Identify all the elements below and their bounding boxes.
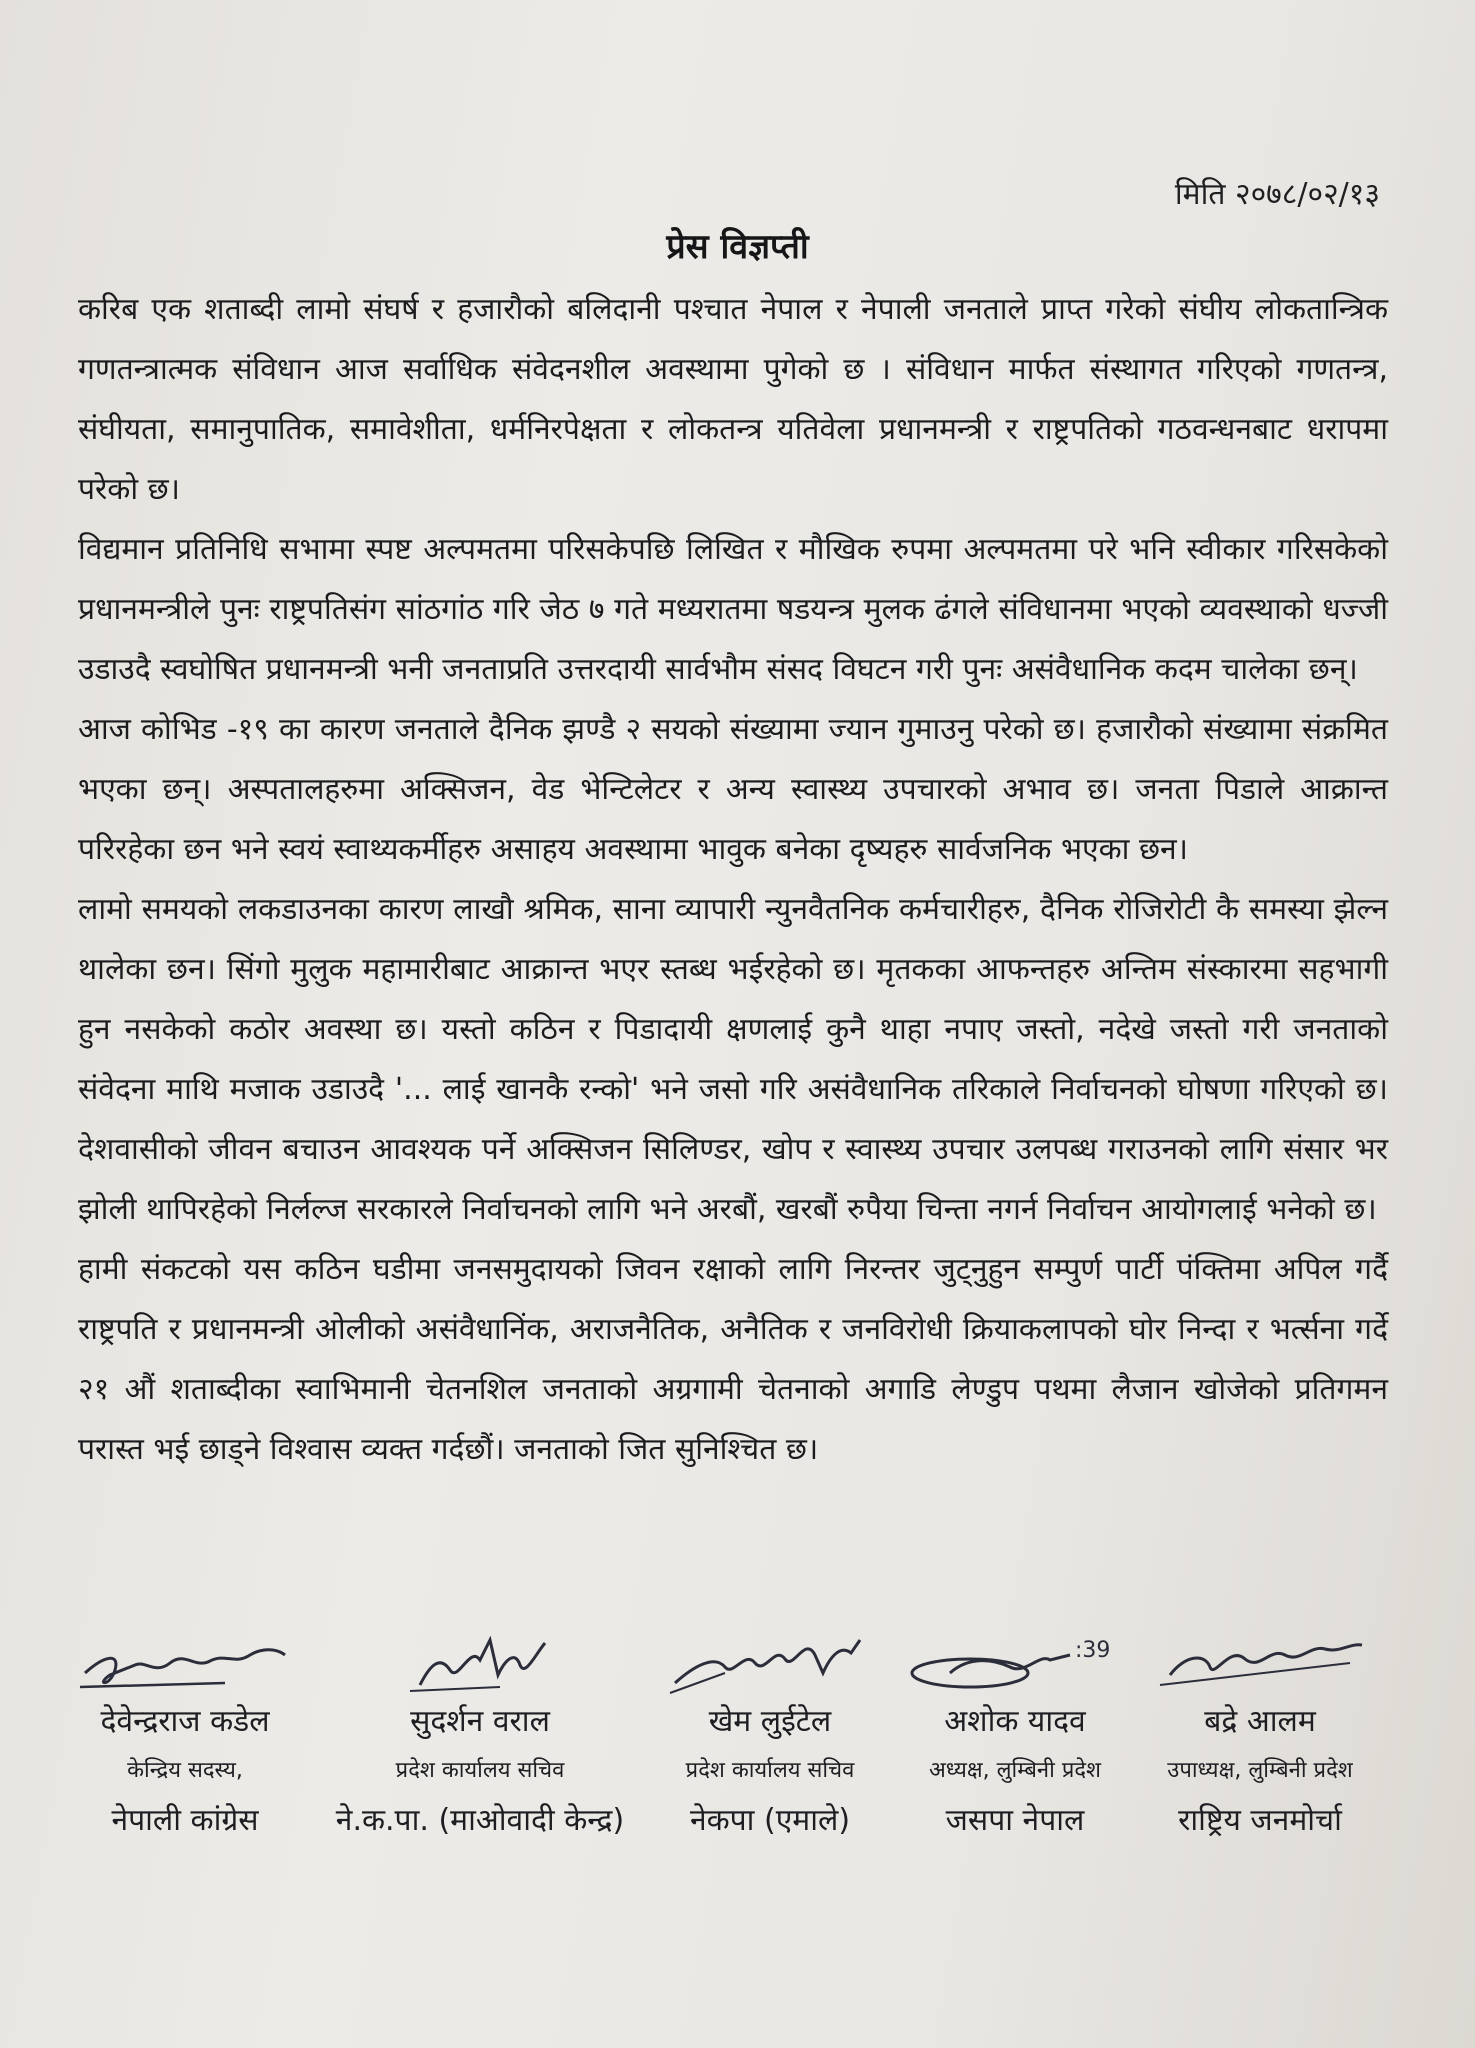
signatory-role: प्रदेश कार्यालय सचिव: [395, 1758, 565, 1783]
signatory-party: ने.क.पा. (माओवादी केन्द्र): [335, 1803, 625, 1838]
signatory-name: अशोक यादव: [944, 1704, 1086, 1739]
signatory-party: नेकपा (एमाले): [689, 1803, 851, 1838]
signatory-party: जसपा नेपाल: [945, 1803, 1085, 1838]
paragraph-appeal: हामी संकटको यस कठिन घडीमा जनसमुदायको जिवन रक्षाको लागि निरन्तर जुट्नुहुन सम्पुर्ण पार्टी पंक्तिमा अपिल गर्दै राष्ट्रपति र प्रधानमन्त्री ओलीको असंवैधानिंक, अराजनैतिक, अनैतिक र जनविरोधी क्रियाकलापको घोर निन्दा र भर्त्सना गर्दे २१ औं शताब्दीका स्वाभिमानी चेतनशिल जनताको अग्रगामी चेतनाको अगाडि लेण्डुप पथमा लैजान खोजेको प्रतिगमन परास्त भई छाड्ने विश्वास व्यक्त गर्दछौं। जनताको जित सुनिश्चित छ।: [78, 1252, 1388, 1467]
signatory-5: [1140, 1625, 1380, 1839]
signatory-role: अध्यक्ष, लुम्बिनी प्रदेश: [929, 1758, 1101, 1783]
signatory-name: बद्रे आलम: [1204, 1704, 1316, 1739]
signature-block: [60, 1625, 1380, 1925]
handwritten-signature-4: [900, 1625, 1130, 1695]
signatory-role: प्रदेश कार्यालय सचिव: [685, 1758, 855, 1783]
paragraph-covid: आज कोभिड -१९ का कारण जनताले दैनिक झण्डै २ सयको संख्यामा ज्यान गुमाउनु परेको छ। हजारौको संख्यामा संक्रमित भएका छन्। अस्पतालहरुमा अक्सिजन, वेड भेन्टिलेटर र अन्य स्वास्थ्य उपचारको अभाव छ। जनता पिडाले आक्रान्त परिरहेका छन भने स्वयं स्वाथ्यकर्मीहरु असाहय अवस्थामा भावुक बनेका दृष्यहरु सार्वजनिक भएका छन।: [78, 712, 1388, 867]
handwritten-signature-2: [380, 1625, 580, 1695]
release-body: [78, 280, 1388, 1480]
handwritten-signature-5: [1150, 1625, 1370, 1695]
handwritten-signature-3: [655, 1625, 885, 1695]
signatory-1: [60, 1625, 310, 1839]
signatory-2: [315, 1625, 645, 1839]
signatory-party: नेपाली कांग्रेस: [111, 1803, 259, 1838]
handwritten-signature-1: [75, 1625, 295, 1695]
signatory-4: [895, 1625, 1135, 1839]
svg-text::39: :39: [1075, 1638, 1111, 1663]
signatory-name: खेम लुईटेल: [708, 1704, 832, 1739]
signatory-name: देवेन्द्रराज कडेल: [100, 1704, 270, 1739]
signatory-party: राष्ट्रिय जनमोर्चा: [1178, 1803, 1342, 1838]
signatory-role: केन्द्रिय सदस्य,: [127, 1758, 243, 1783]
signatory-role: उपाध्यक्ष, लुम्बिनी प्रदेश: [1167, 1758, 1353, 1783]
paragraph-lockdown-election: लामो समयको लकडाउनका कारण लाखौ श्रमिक, साना व्यापारी न्युनवैतनिक कर्मचारीहरु, दैनिक रोजिरोटी कै समस्या झेल्न थालेका छन। सिंगो मुलुक महामारीबाट आक्रान्त भएर स्तब्ध भईरहेको छ। मृतकका आफन्तहरु अन्तिम संस्कारमा सहभागी हुन नसकेको कठोर अवस्था छ। यस्तो कठिन र पिडादायी क्षणलाई कुनै थाहा नपाए जस्तो, नदेखे जस्तो गरी जनताको संवेदना माथि मजाक उडाउदै '... लाई खानकै रन्को' भने जसो गरि असंवैधानिक तरिकाले निर्वाचनको घोषणा गरिएको छ। देशवासीको जीवन बचाउन आवश्यक पर्ने अक्सिजन सिलिण्डर, खोप र स्वास्थ्य उपचार उलपब्ध गराउनको लागि संसार भर झोली थापिरहेको निर्लल्ज सरकारले निर्वाचनको लागि भने अरबौं, खरबौं रुपैया चिन्ता नगर्न निर्वाचन आयोगलाई भनेको छ।: [78, 892, 1388, 1227]
paragraph-dissolution: विद्यमान प्रतिनिधि सभामा स्पष्ट अल्पमतमा परिसकेपछि लिखित र मौखिक रुपमा अल्पमतमा परे भनि स्वीकार गरिसकेको प्रधानमन्त्रीले पुनः राष्ट्रपतिसंग सांठगांठ गरि जेठ ७ गते मध्यरातमा षडयन्त्र मुलक ढंगले संविधानमा भएको व्यवस्थाको धज्जी उडाउदै स्वघोषित प्रधानमन्त्री भनी जनताप्रति उत्तरदायी सार्वभौम संसद विघटन गरी पुनः असंवैधानिक कदम चालेका छन्।: [78, 532, 1388, 687]
paragraph-constitution: करिब एक शताब्दी लामो संघर्ष र हजारौको बलिदानी पश्चात नेपाल र नेपाली जनताले प्राप्त गरेको संघीय लोकतान्त्रिक गणतन्त्रात्मक संविधान आज सर्वाधिक संवेदनशील अवस्थामा पुगेको छ । संविधान मार्फत संस्थागत गरिएको गणतन्त्र, संघीयता, समानुपातिक, समावेशीता, धर्मनिरपेक्षता र लोकतन्त्र यतिवेला प्रधानमन्त्री र राष्ट्रपतिको गठवन्धनबाट धरापमा परेको छ।: [78, 292, 1388, 507]
release-date: मिति २०७८/०२/१३: [1174, 177, 1380, 212]
signatory-name: सुदर्शन वराल: [410, 1704, 550, 1739]
document-title: प्रेस विज्ञप्ती: [666, 227, 809, 267]
signatory-3: [640, 1625, 900, 1839]
